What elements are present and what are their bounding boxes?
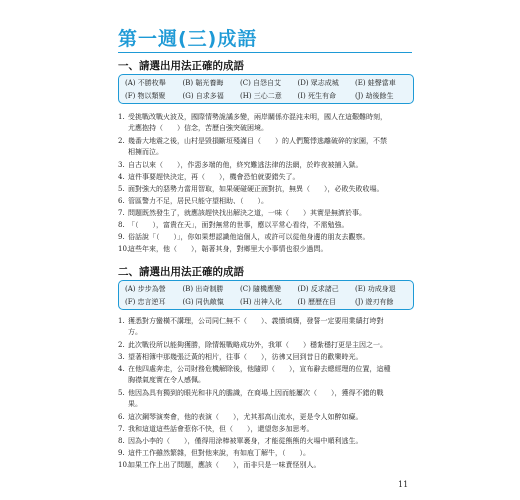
option-item: (F) 物以類聚 (125, 91, 166, 100)
question-item (118, 448, 414, 459)
section-2-options-box (118, 280, 414, 310)
question-item (118, 364, 414, 386)
option-item: (A) 不勝枚舉 (125, 78, 166, 87)
option-item: (C) 自怨自艾 (240, 78, 282, 87)
question-item (118, 160, 414, 171)
question-item (118, 388, 414, 410)
section-1-options-box (118, 74, 414, 104)
question-text: 他因為具有獨到的眼光和非凡的膽識，在商場上因而能屢次（ ），獲得不錯的戰 (128, 389, 384, 397)
question-text-cont: 尤應抱持（ ）信念，苦歷自強突破困境。 (128, 124, 268, 132)
options-row (119, 295, 413, 309)
option-item: (D) 眾志成城 (297, 78, 339, 87)
option-item: (J) 劫後餘生 (355, 91, 394, 100)
question-item (118, 436, 414, 447)
question-number: 6. (118, 197, 125, 205)
question-item (118, 232, 414, 243)
option-item: (G) 同仇敵愾 (182, 297, 224, 306)
question-item (118, 220, 414, 231)
question-number: 8. (118, 221, 125, 229)
question-item (118, 412, 414, 423)
question-item (118, 208, 414, 219)
section-2-heading: 二、請選出用法正確的成語 (118, 266, 244, 278)
option-item: (H) 三心二意 (240, 91, 282, 100)
title-underline (118, 52, 412, 53)
option-item: (E) 蛙聲當車 (355, 78, 396, 87)
options-row (119, 89, 413, 103)
question-number: 9. (118, 233, 125, 241)
option-item: (F) 忠言逆耳 (125, 297, 166, 306)
question-number: 1. (118, 317, 125, 325)
question-item (118, 112, 414, 134)
question-number: 4. (118, 365, 125, 373)
question-text: 幾番大地震之後，山村是毀損斷垣殘滿目（ ）的人們驚悸逃離破碎的家園，不禁 (128, 137, 387, 145)
question-text-cont: 胸襟氣度實在令人感佩。 (128, 376, 205, 384)
question-text: 這次鋼琴演奏會，他的表演（ ），尤其那高山流水，更是令人如醉如癡。 (128, 413, 363, 421)
question-number: 2. (118, 341, 125, 349)
question-number: 10. (118, 245, 130, 253)
question-text: 「（ ），富貴在天」，面對無常的世事，應以平常心看待，不需勉強。 (128, 221, 349, 229)
question-number: 7. (118, 209, 125, 217)
question-item (118, 460, 414, 471)
question-text-cont: 相擁而泣。 (128, 148, 163, 156)
question-text: 這件工作雖然繁雜，但對他來說，有如庖丁解牛，（ ）。 (128, 449, 310, 457)
question-number: 5. (118, 389, 125, 397)
question-text: 望著相簿中那幾張泛黃的相片，往事（ ），彷彿又回到昔日的歡樂時光。 (128, 353, 363, 361)
question-item (118, 136, 414, 158)
question-item (118, 244, 414, 255)
option-item: (B) 韜光養晦 (182, 78, 224, 87)
option-item: (D) 反求諸己 (297, 284, 339, 293)
question-number: 1. (118, 113, 125, 121)
question-number: 10. (118, 461, 130, 469)
options-row (119, 75, 413, 89)
option-item: (H) 出神入化 (240, 297, 282, 306)
option-item: (J) 遊刃有餘 (355, 297, 394, 306)
question-number: 5. (118, 185, 125, 193)
question-number: 3. (118, 161, 125, 169)
question-number: 6. (118, 413, 125, 421)
question-text: 獲悉對方蠻橫不講理，公司同仁無不（ ）、義憤填膺，發誓一定要用業績打垮對 (128, 317, 384, 325)
option-item: (A) 步步為營 (125, 284, 166, 293)
question-number: 2. (118, 137, 125, 145)
question-number: 7. (118, 425, 125, 433)
question-text: 俗話說「（ ）」，你如果想認識他這個人，或許可以從他身邊的朋友去觀察。 (128, 233, 370, 241)
question-text-cont: 果。 (128, 400, 142, 408)
option-item: (G) 自求多福 (182, 91, 224, 100)
question-text: 管區警力不足，居民只能守望相助、（ ）。 (128, 197, 268, 205)
question-item (118, 316, 414, 338)
section-1-heading: 一、請選出用法正確的成語 (118, 60, 244, 72)
question-text: 這件事要趕快決定，再（ ），機會恐怕就要錯失了。 (128, 173, 300, 181)
question-number: 3. (118, 353, 125, 361)
question-text: 問題既然發生了，就應該趕快找出解決之道，一味（ ）其實是無濟於事。 (128, 209, 366, 217)
option-item: (I) 死生有命 (297, 91, 336, 100)
question-text: 此次戰役所以能夠獲勝，除情報戰略成功外，我軍（ ）穩紮穩打更是主因之一。 (128, 341, 387, 349)
question-text: 受挑戰改戰火波及，國際情勢詭譎多變，兩岸關係亦混沌未明，國人在這艱難時刻， (128, 113, 387, 121)
question-text: 如果工作上出了問題，應該（ ），而非只是一味責怪別人。 (128, 461, 321, 469)
question-item (118, 424, 414, 435)
option-item: (E) 功成身退 (355, 284, 396, 293)
question-number: 4. (118, 173, 125, 181)
option-item: (I) 歷歷在目 (297, 297, 336, 306)
page-number: 11 (398, 480, 409, 489)
question-text: 在他四處奔走，公司財務危機解除後，他隨即（ ），宣布辭去總經理的位置，這種 (128, 365, 391, 373)
question-text: 這些年來，他（ ），韜著其身，對鄉里大小事情也很少過問。 (128, 245, 328, 253)
question-item (118, 196, 414, 207)
option-item: (B) 出奇制勝 (182, 284, 224, 293)
question-text: 面對強大的惡勢力當用智取，如果硬碰硬正面對抗，無異（ ），必敗失敗收場。 (128, 185, 384, 193)
question-text: 我和這道這些話會惹你不快，但（ ），還望您多加思考。 (128, 425, 314, 433)
question-item (118, 340, 414, 351)
option-item: (C) 隨機應變 (240, 284, 282, 293)
question-item (118, 172, 414, 183)
options-row (119, 281, 413, 295)
page-title: 第一週(三)成語 (118, 28, 258, 50)
question-item (118, 184, 414, 195)
question-number: 8. (118, 437, 125, 445)
question-text: 因為小李的（ ），僅得用涂棒被單裹身，才能從熊熊的火場中順利逃生。 (128, 437, 363, 445)
question-text-cont: 方。 (128, 328, 142, 336)
question-item (118, 352, 414, 363)
question-number: 9. (118, 449, 125, 457)
question-text: 自古以來（ ），作惡多端的他，終究難逃法律的法網，於昨夜被捕入獄。 (128, 161, 363, 169)
